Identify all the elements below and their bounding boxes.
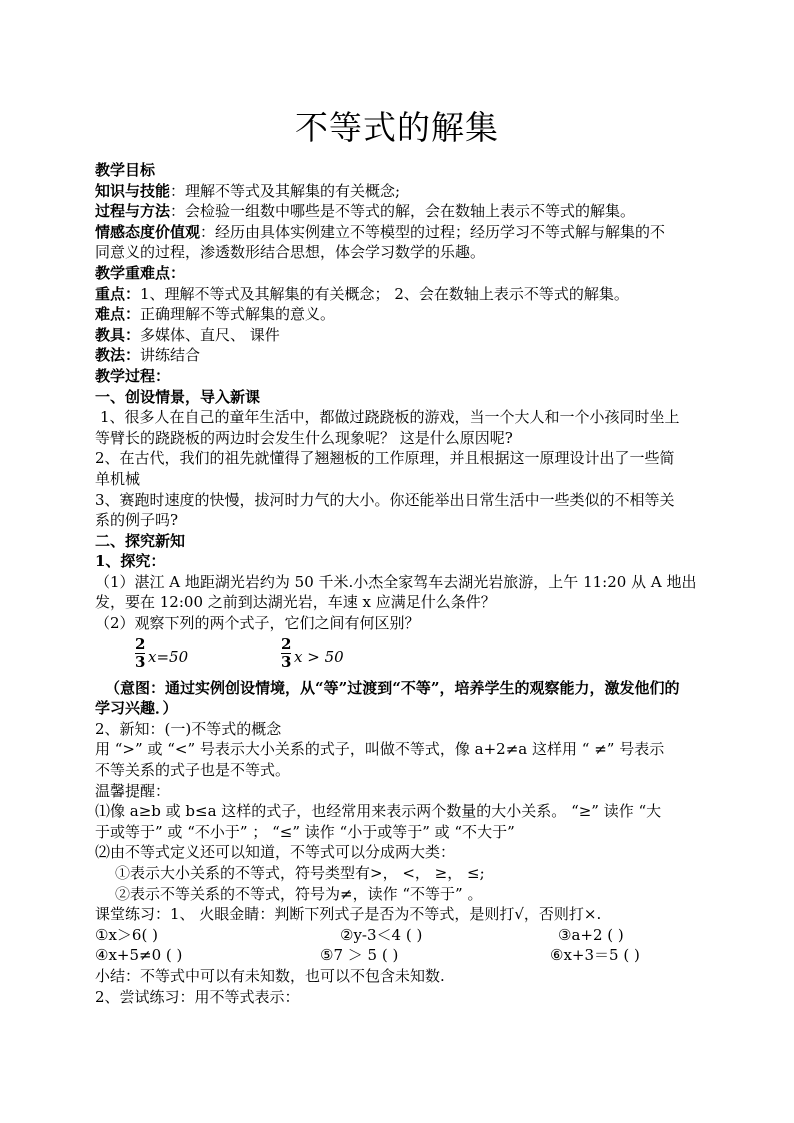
key-text: 1、理解不等式及其解集的有关概念； 2、会在数轴上表示不等式的解集。 (140, 284, 629, 303)
difficult-label: 难点： (95, 305, 141, 324)
sec1-paragraph1-line1: 1、很多人在自己的童年生活中，都做过跷跷板的游戏，当一个大人和一个小孩同时坐上 (100, 408, 680, 427)
method-text: 讲练结合 (140, 346, 201, 365)
definition-line2: 不等关系的式子也是不等式。 (95, 761, 291, 780)
difficult-line (95, 304, 715, 325)
difficult-text: 正确理解不等式解集的意义。 (140, 305, 336, 324)
formula2-expression: x > 50 (294, 647, 344, 666)
emotion-line (95, 222, 715, 243)
tools-label: 教具： (95, 325, 141, 344)
explore-q1-line2: 发，要在 12:00 之前到达湖光岩，车速 x 应满足什么条件？ (95, 593, 496, 612)
process-method-line (95, 201, 715, 222)
sec1-paragraph1-line2: 等臂长的跷跷板的两边时会发生什么现象呢？ 这是什么原因呢? (95, 428, 513, 447)
explore-q2: （2）观察下列的两个式子，它们之间有何区别？ (95, 614, 420, 633)
formula1-denominator: 3 (135, 652, 146, 671)
reminder-heading: 温馨提醒： (95, 781, 171, 800)
formula-row (95, 634, 715, 678)
method-label: 教法： (95, 346, 141, 365)
tools-line (95, 325, 715, 346)
exercise-item: ③a+2 ( ) (558, 925, 624, 944)
reminder2: ⑵由不等式定义还可以知道，不等式可以分成两大类： (95, 843, 456, 862)
method-line (95, 345, 715, 366)
knowledge-line (95, 181, 715, 202)
emotion-text-1: ：经历由具体实例建立不等模型的过程；经历学习不等式解与解集的不 (200, 222, 666, 241)
key-label: 重点： (95, 284, 141, 303)
exercise-item: ⑥x+3＝5 ( ) (550, 946, 640, 965)
explore-q1-line1: （1）湛江 A 地距湖光岩约为 50 千米.小杰全家驾车去湖光岩旅游，上午 11:20 从 A 地出 (95, 572, 697, 591)
formula2-fraction (281, 636, 291, 671)
exercise-item: ⑤7 ＞ 5 ( ) (320, 946, 399, 965)
knowledge-label: 知识与技能 (95, 181, 171, 200)
summary: 小结：不等式中可以有未知数，也可以不包含未知数. (95, 966, 445, 985)
emotion-text-2: 同意义的过程，渗透数形结合思想，体会学习数学的乐趣。 (95, 243, 486, 262)
definition-line1: 用 “>” 或 “<” 号表示大小关系的式子，叫做不等式，像 a+2≠a 这样用 “ ≠” 号表示 (95, 740, 665, 759)
exercise-item: ④x+5≠0 ( ) (95, 946, 183, 965)
sec1-paragraph3-line1: 3、赛跑时速度的快慢，拔河时力气的大小。你还能举出日常生活中一些类似的不相等关 (95, 490, 675, 509)
new-knowledge-heading: 2、新知：(一)不等式的概念 (95, 719, 282, 738)
reminder1-line1: ⑴像 a≥b 或 b≤a 这样的式子，也经常用来表示两个数量的大小关系。 “≥” 读作 “大 (95, 802, 662, 821)
exercise-row-1 (95, 925, 715, 946)
formula1-expression: x=50 (148, 647, 189, 666)
sec1-paragraph3-line2: 系的例子吗? (95, 511, 179, 530)
document-body (95, 160, 715, 1007)
intent-line1: （意图：通过实例创设情境，从“等”过渡到“不等”，培养学生的观察能力，激发他们的 (105, 678, 680, 697)
formula2-numerator: 2 (281, 634, 292, 653)
document-title: 不等式的解集 (295, 108, 499, 147)
formula1-numerator: 2 (135, 634, 146, 653)
exercise-row-2 (95, 945, 715, 966)
objectives-heading: 教学目标 (95, 161, 156, 179)
formula2-denominator: 3 (281, 652, 292, 671)
sec1-paragraph2-line2: 单机械 (95, 469, 141, 488)
emotion-label: 情感态度价值观 (95, 222, 201, 241)
exercise-item: ①x＞6( ) (95, 925, 158, 944)
section1-heading: 一、创设情景，导入新课 (95, 387, 261, 406)
exercise-intro: 课堂练习：1、 火眼金睛：判断下列式子是否为不等式，是则打√，否则打×. (95, 905, 602, 924)
process-heading: 教学过程： (95, 366, 171, 385)
intent-line2: 学习兴趣．） (95, 699, 178, 718)
process-text: ：会检验一组数中哪些是不等式的解，会在数轴上表示不等式的解集。 (170, 202, 636, 221)
explore-heading: 1、探究： (95, 552, 166, 571)
knowledge-text: ：理解不等式及其解集的有关概念; (170, 181, 401, 200)
exercise-item: ②y-3＜4 ( ) (340, 925, 423, 944)
key-points-heading: 教学重难点： (95, 263, 186, 282)
reminder2-b: ②表示不等关系的不等式，符号为≠，读作 “不等于” 。 (115, 884, 483, 903)
key-line (95, 284, 715, 305)
reminder1-line2: 于或等于” 或 “不小于” ； “≤” 读作 “小于或等于” 或 “不大于” (95, 822, 515, 841)
formula1-fraction (135, 636, 145, 671)
try-practice: 2、尝试练习：用不等式表示： (95, 987, 300, 1006)
tools-text: 多媒体、直尺、 课件 (140, 325, 280, 344)
sec1-paragraph2-line1: 2、在古代，我们的祖先就懂得了翘翘板的工作原理，并且根据这一原理设计出了一些简 (95, 449, 675, 468)
process-label: 过程与方法 (95, 202, 171, 221)
reminder2-a: ①表示大小关系的不等式，符号类型有>， <， ≥， ≤; (115, 864, 485, 882)
section2-heading: 二、探究新知 (95, 531, 186, 550)
